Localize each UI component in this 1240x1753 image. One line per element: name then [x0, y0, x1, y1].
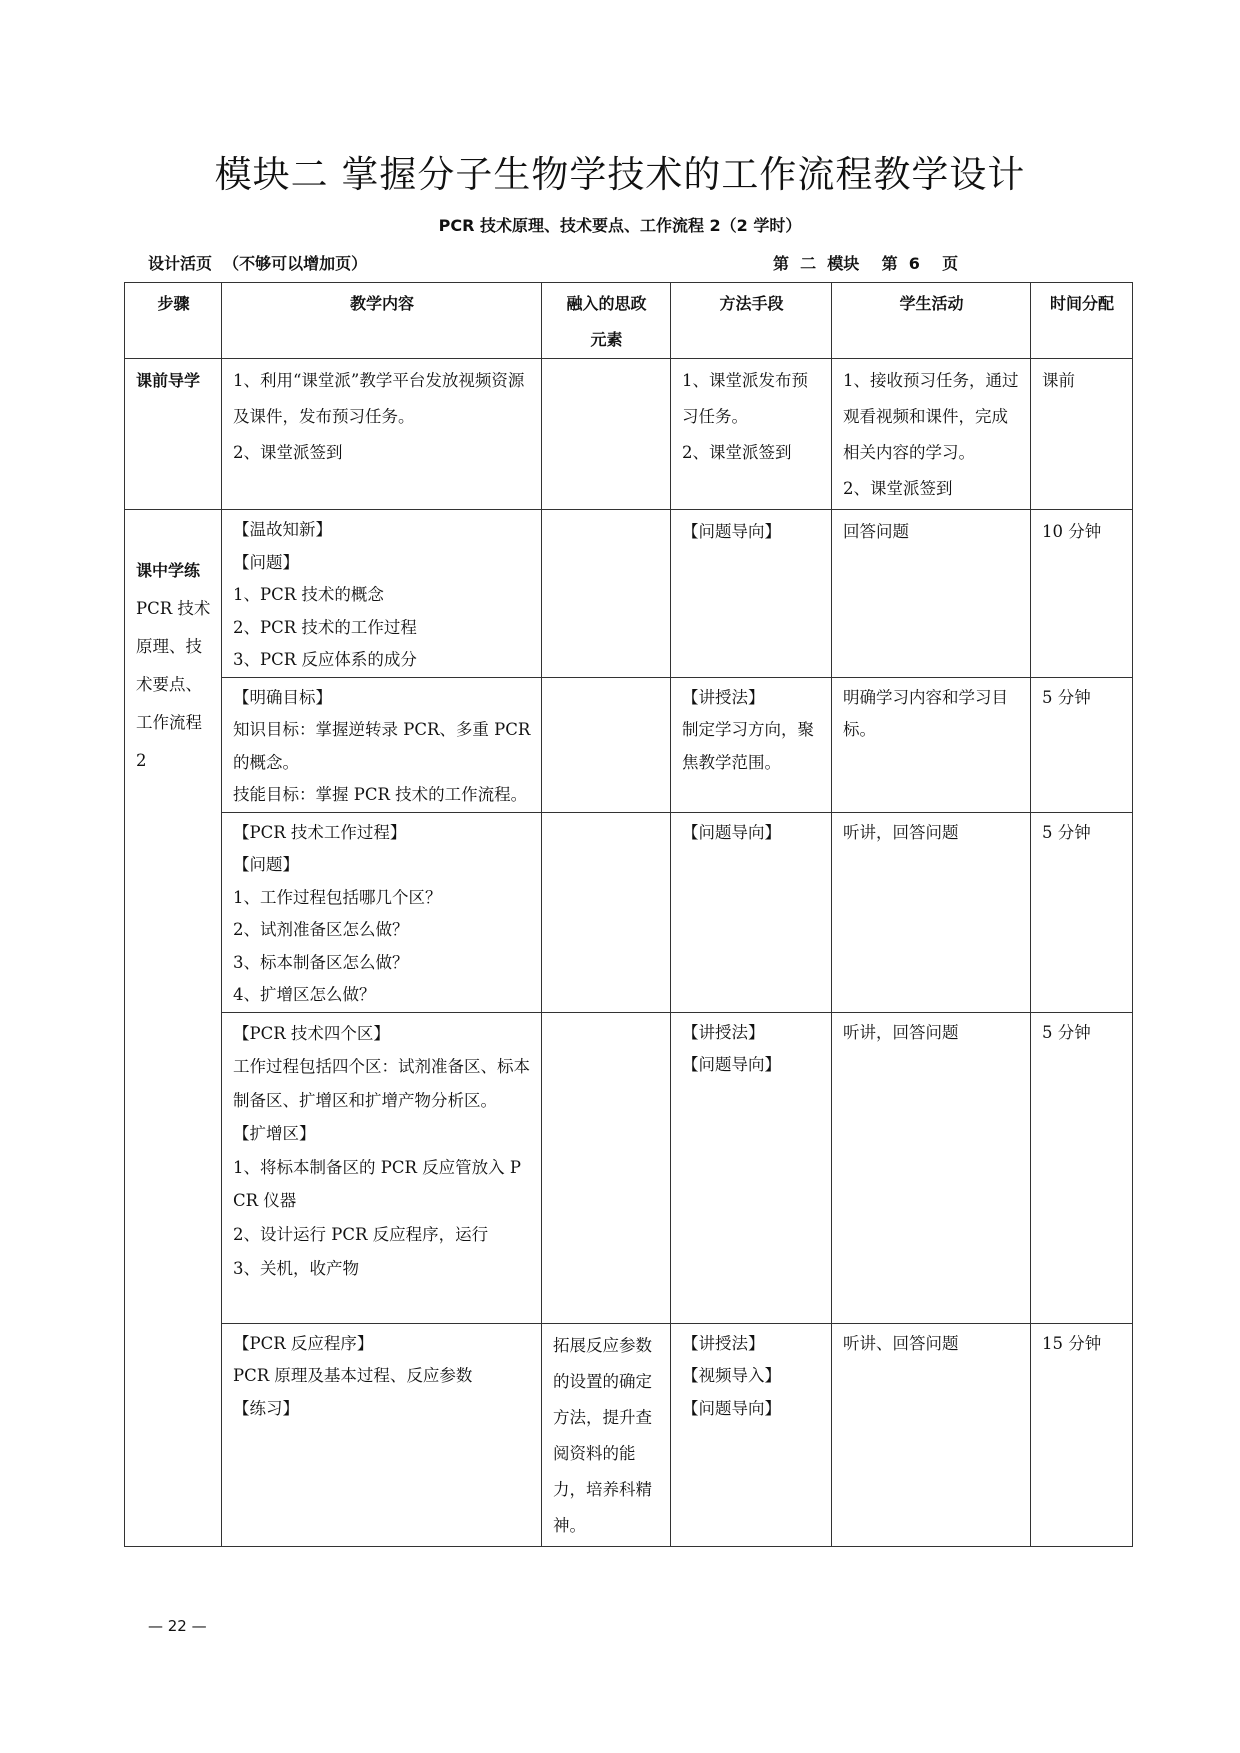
table-row — [125, 677, 1133, 812]
header-activity: 学生活动 — [832, 283, 1031, 359]
activity-text: 1、接收预习任务，通过观看视频和课件，完成相关内容的学习。 2、课堂派签到 — [843, 371, 1019, 498]
time-text: 5 分钟 — [1042, 1022, 1091, 1042]
content-text: 【PCR 技术工作过程】 【问题】 1、工作过程包括哪几个区？ 2、试剂准备区怎么做？ 3、标本制备区怎么做？ 4、扩增区怎么做？ — [233, 822, 442, 1004]
method-text: 【讲授法】 【视频导入】 【问题导向】 — [682, 1333, 781, 1418]
header-row — [125, 283, 1133, 359]
content-cell — [222, 359, 542, 510]
activity-text: 听讲、回答问题 — [843, 1333, 959, 1353]
step-subtitle: PCR 技术原理、技术要点、工作流程 2 — [136, 599, 211, 770]
activity-cell — [832, 1012, 1031, 1323]
time-text: 15 分钟 — [1042, 1333, 1102, 1353]
ideology-cell — [542, 1323, 671, 1546]
table-row — [125, 510, 1133, 678]
step-cell — [125, 359, 222, 510]
activity-cell — [832, 812, 1031, 1012]
activity-text: 明确学习内容和学习目标。 — [843, 687, 1008, 739]
ideology-text — [553, 359, 660, 363]
method-cell — [671, 1012, 832, 1323]
time-text: 课前 — [1042, 371, 1075, 390]
activity-cell — [832, 359, 1031, 510]
page-title: 模块二 掌握分子生物学技术的工作流程教学设计 — [214, 153, 1026, 196]
ideology-text: 拓展反应参数的设置的确定方法，提升查阅资料的能力，培养科精神。 — [553, 1335, 652, 1535]
method-text: 【讲授法】 制定学习方向，聚焦教学范围。 — [682, 687, 814, 772]
step-cell — [125, 510, 222, 1547]
header-method: 方法手段 — [671, 283, 832, 359]
table-row — [125, 1012, 1133, 1323]
time-text: 5 分钟 — [1042, 822, 1091, 842]
ideology-cell — [542, 1012, 671, 1323]
time-cell — [1031, 812, 1133, 1012]
table-row — [125, 359, 1133, 510]
content-cell — [222, 677, 542, 812]
time-cell — [1031, 1323, 1133, 1546]
step-title: 课前导学 — [136, 371, 201, 390]
method-cell — [671, 677, 832, 812]
content-text: 【PCR 反应程序】 PCR 原理及基本过程、反应参数 【练习】 — [233, 1333, 473, 1418]
content-text: 【PCR 技术四个区】 工作过程包括四个区：试剂准备区、标本制备区、扩增区和扩增产物分析区。 【扩增区】 1、将标本制备区的 PCR 反应管放入 PCR 仪器 2、设计运行 PCR 反应程序，运行 3、关机，收产物 — [233, 1023, 530, 1278]
ideology-cell — [542, 359, 671, 510]
time-text: 10 分钟 — [1042, 522, 1102, 541]
activity-text: 听讲，回答问题 — [843, 1022, 959, 1042]
time-cell — [1031, 677, 1133, 812]
design-sheet-label: 设计活页 （不够可以增加页） — [148, 254, 368, 273]
method-cell — [671, 812, 832, 1012]
method-cell — [671, 510, 832, 678]
header-content: 教学内容 — [222, 283, 542, 359]
time-cell — [1031, 359, 1133, 510]
time-cell — [1031, 510, 1133, 678]
content-cell — [222, 1323, 542, 1546]
method-text: 1、课堂派发布预习任务。 2、课堂派签到 — [682, 371, 808, 462]
activity-text: 回答问题 — [843, 522, 909, 541]
activity-text: 听讲，回答问题 — [843, 822, 959, 842]
ideology-text — [553, 813, 660, 817]
content-cell — [222, 812, 542, 1012]
ideology-text — [553, 510, 660, 514]
time-text: 5 分钟 — [1042, 687, 1091, 707]
content-text: 1、利用“课堂派”教学平台发放视频资源及课件，发布预习任务。 2、课堂派签到 — [233, 371, 525, 462]
page-subtitle: PCR 技术原理、技术要点、工作流程 2（2 学时） — [438, 216, 802, 235]
method-text: 【问题导向】 — [682, 822, 781, 842]
step-title: 课中学练 — [136, 561, 201, 580]
module-page-label: 第 二 模块 第 6 页 — [773, 254, 959, 273]
content-cell — [222, 1012, 542, 1323]
content-text: 【明确目标】 知识目标：掌握逆转录 PCR、多重 PCR 的概念。 技能目标：掌握 PCR 技术的工作流程。 — [233, 687, 531, 804]
activity-cell — [832, 1323, 1031, 1546]
method-text: 【讲授法】 【问题导向】 — [682, 1022, 781, 1074]
header-step: 步骤 — [125, 283, 222, 359]
ideology-text — [553, 678, 660, 682]
activity-cell — [832, 677, 1031, 812]
table-row — [125, 1323, 1133, 1546]
method-text: 【问题导向】 — [682, 522, 781, 541]
method-cell — [671, 1323, 832, 1546]
ideology-cell — [542, 677, 671, 812]
table-row — [125, 812, 1133, 1012]
ideology-cell — [542, 812, 671, 1012]
header-time: 时间分配 — [1031, 283, 1133, 359]
ideology-cell — [542, 510, 671, 678]
teaching-plan-table — [124, 282, 1133, 1547]
page-number: — 22 — — [148, 1617, 207, 1635]
time-cell — [1031, 1012, 1133, 1323]
header-ideology: 融入的思政 元素 — [542, 283, 671, 359]
content-text: 【温故知新】 【问题】 1、PCR 技术的概念 2、PCR 技术的工作过程 3、PCR 反应体系的成分 — [233, 520, 417, 669]
ideology-text — [553, 1013, 660, 1017]
activity-cell — [832, 510, 1031, 678]
content-cell — [222, 510, 542, 678]
method-cell — [671, 359, 832, 510]
